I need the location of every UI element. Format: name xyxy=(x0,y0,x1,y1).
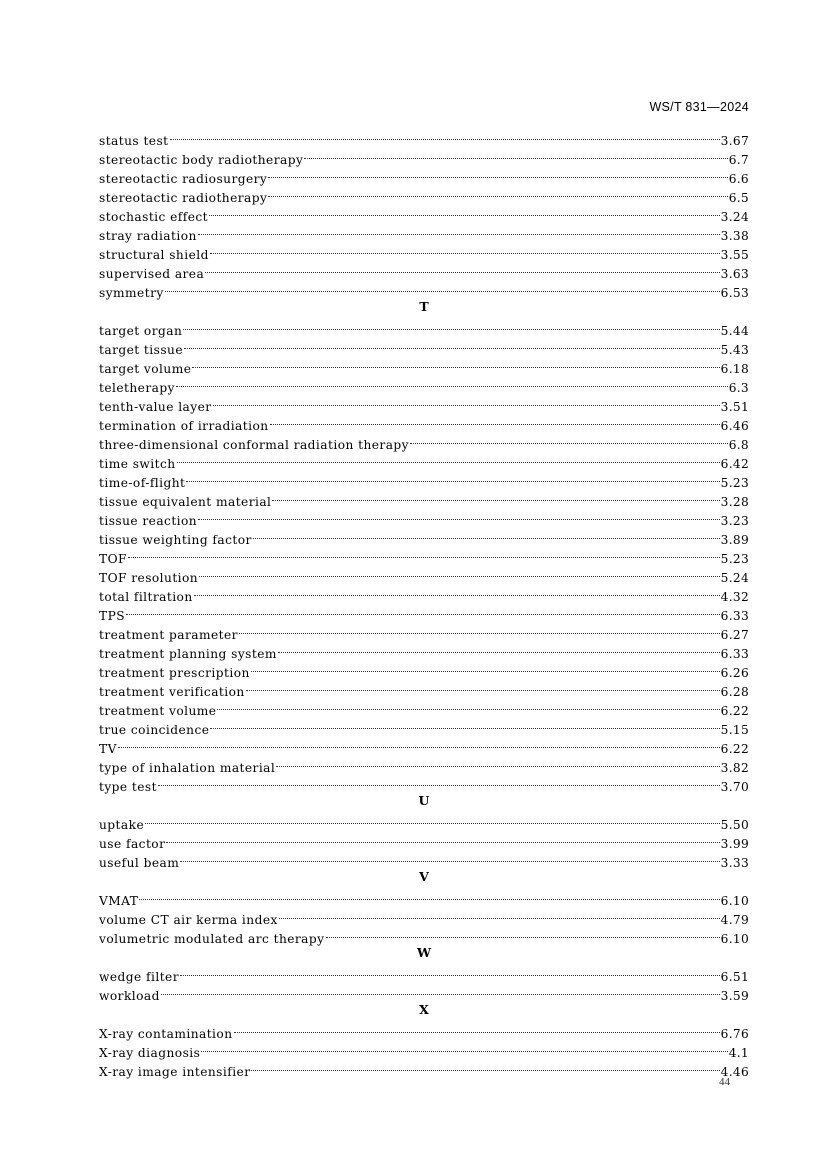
index-clause-ref: 4.79 xyxy=(720,913,749,927)
index-clause-ref: 6.27 xyxy=(720,628,749,642)
dot-leader xyxy=(209,202,720,221)
index-term: stereotactic radiotherapy xyxy=(99,191,268,205)
dot-leader xyxy=(326,924,720,943)
index-term: three-dimensional conformal radiation therapy xyxy=(99,438,409,452)
index-entry xyxy=(99,886,749,908)
dot-leader xyxy=(234,1019,720,1038)
index-clause-ref: 5.23 xyxy=(720,552,749,566)
dot-leader xyxy=(268,183,727,202)
index-clause-ref: 3.59 xyxy=(720,989,749,1003)
dot-leader xyxy=(239,620,720,639)
dot-leader xyxy=(177,449,720,468)
index-entry xyxy=(99,810,749,832)
index-clause-ref: 5.24 xyxy=(720,571,749,585)
index-term: status test xyxy=(99,134,169,148)
index-entry xyxy=(99,620,749,642)
index-term: type of inhalation material xyxy=(99,761,276,775)
index-term: stray radiation xyxy=(99,229,197,243)
index-clause-ref: 5.23 xyxy=(720,476,749,490)
dot-leader xyxy=(184,335,720,354)
index-entry xyxy=(99,601,749,623)
standard-code-header: WS/T 831—2024 xyxy=(649,100,749,114)
page-number: 44 xyxy=(719,1076,730,1088)
index-term: X-ray image intensifier xyxy=(99,1065,251,1079)
index-clause-ref: 5.50 xyxy=(720,818,749,832)
index-entry xyxy=(99,772,749,794)
dot-leader xyxy=(198,506,720,525)
index-clause-ref: 3.70 xyxy=(720,780,749,794)
index-clause-ref: 4.1 xyxy=(728,1046,749,1060)
index-clause-ref: 6.10 xyxy=(720,932,749,946)
index-entry xyxy=(99,126,749,148)
index-term: volume CT air kerma index xyxy=(99,913,278,927)
index-letter-heading: W xyxy=(416,945,432,960)
index-term: total filtration xyxy=(99,590,193,604)
index-term: workload xyxy=(99,989,160,1003)
dot-leader xyxy=(205,259,719,278)
index-term: treatment prescription xyxy=(99,666,250,680)
dot-leader xyxy=(253,525,720,544)
index-term: stereotactic radiosurgery xyxy=(99,172,268,186)
dot-leader xyxy=(176,373,728,392)
index-term: target organ xyxy=(99,324,183,338)
index-clause-ref: 3.51 xyxy=(720,400,749,414)
index-letter-heading: V xyxy=(419,869,429,884)
index-letter-heading: X xyxy=(419,1002,429,1017)
index-clause-ref: 6.53 xyxy=(720,286,749,300)
index-term: VMAT xyxy=(99,894,139,908)
dot-leader xyxy=(213,392,720,411)
index-term: X-ray contamination xyxy=(99,1027,233,1041)
index-term: symmetry xyxy=(99,286,164,300)
index-term: use factor xyxy=(99,837,166,851)
dot-leader xyxy=(304,145,727,164)
index-clause-ref: 6.22 xyxy=(720,742,749,756)
index-entry xyxy=(99,145,749,167)
dot-leader xyxy=(199,563,720,582)
index-entry xyxy=(99,981,749,1003)
index-term: treatment parameter xyxy=(99,628,238,642)
index-term: treatment planning system xyxy=(99,647,277,661)
index-term: time-of-flight xyxy=(99,476,186,490)
index-clause-ref: 6.7 xyxy=(728,153,749,167)
index-entry xyxy=(99,392,749,414)
index-clause-ref: 6.8 xyxy=(728,438,749,452)
index-term: tissue reaction xyxy=(99,514,198,528)
dot-leader xyxy=(166,829,719,848)
index-clause-ref: 6.76 xyxy=(720,1027,749,1041)
index-clause-ref: 4.32 xyxy=(720,590,749,604)
index-clause-ref: 3.55 xyxy=(720,248,749,262)
dot-leader xyxy=(183,316,719,335)
dot-leader xyxy=(126,601,720,620)
index-entry xyxy=(99,829,749,851)
index-term: type test xyxy=(99,780,157,794)
index-entry xyxy=(99,1019,749,1041)
dot-leader xyxy=(165,278,720,297)
dot-leader xyxy=(194,582,720,601)
index-letter-heading: U xyxy=(418,793,430,808)
index-term: wedge filter xyxy=(99,970,179,984)
index-clause-ref: 4.46 xyxy=(720,1065,749,1079)
index-clause-ref: 3.33 xyxy=(720,856,749,870)
dot-leader xyxy=(270,411,720,430)
index-term: volumetric modulated arc therapy xyxy=(99,932,325,946)
index-clause-ref: 6.33 xyxy=(720,609,749,623)
index-term: treatment verification xyxy=(99,685,245,699)
index-clause-ref: 3.23 xyxy=(720,514,749,528)
dot-leader xyxy=(158,772,720,791)
index-term: termination of irradiation xyxy=(99,419,269,433)
index-entry xyxy=(99,848,749,870)
index-entry xyxy=(99,468,749,490)
index-clause-ref: 6.3 xyxy=(728,381,749,395)
index-term: TOF resolution xyxy=(99,571,199,585)
dot-leader xyxy=(170,126,720,145)
english-term-index xyxy=(99,126,749,1079)
index-term: tissue weighting factor xyxy=(99,533,252,547)
index-clause-ref: 6.26 xyxy=(720,666,749,680)
index-entry xyxy=(99,487,749,509)
index-entry xyxy=(99,753,749,775)
index-clause-ref: 3.99 xyxy=(720,837,749,851)
dot-leader xyxy=(251,658,720,677)
index-clause-ref: 6.18 xyxy=(720,362,749,376)
dot-leader xyxy=(210,715,719,734)
index-entry xyxy=(99,582,749,604)
index-term: treatment volume xyxy=(99,704,217,718)
index-term: TPS xyxy=(99,609,126,623)
dot-leader xyxy=(161,981,720,1000)
dot-leader xyxy=(180,848,719,867)
index-entry xyxy=(99,373,749,395)
dot-leader xyxy=(279,905,720,924)
dot-leader xyxy=(268,164,727,183)
index-term: tissue equivalent material xyxy=(99,495,272,509)
index-clause-ref: 6.22 xyxy=(720,704,749,718)
index-term: supervised area xyxy=(99,267,205,281)
dot-leader xyxy=(276,753,719,772)
index-entry xyxy=(99,354,749,376)
index-clause-ref: 6.6 xyxy=(728,172,749,186)
index-clause-ref: 6.5 xyxy=(728,191,749,205)
index-clause-ref: 6.33 xyxy=(720,647,749,661)
index-clause-ref: 3.89 xyxy=(720,533,749,547)
index-clause-ref: 3.63 xyxy=(720,267,749,281)
dot-leader xyxy=(278,639,720,658)
index-term: tenth-value layer xyxy=(99,400,212,414)
index-term: stochastic effect xyxy=(99,210,209,224)
dot-leader xyxy=(192,354,719,373)
index-term: TOF xyxy=(99,552,127,566)
index-clause-ref: 6.46 xyxy=(720,419,749,433)
index-entry xyxy=(99,734,749,756)
index-entry xyxy=(99,544,749,566)
index-entry xyxy=(99,563,749,585)
dot-leader xyxy=(180,962,720,981)
dot-leader xyxy=(410,430,728,449)
index-clause-ref: 3.28 xyxy=(720,495,749,509)
dot-leader xyxy=(145,810,720,829)
dot-leader xyxy=(217,696,719,715)
index-entry xyxy=(99,316,749,338)
dot-leader xyxy=(139,886,719,905)
index-term: time switch xyxy=(99,457,176,471)
dot-leader xyxy=(198,221,720,240)
dot-leader xyxy=(210,240,720,259)
index-term: teletherapy xyxy=(99,381,175,395)
index-letter-heading: T xyxy=(419,299,429,314)
index-clause-ref: 3.67 xyxy=(720,134,749,148)
index-entry xyxy=(99,905,749,927)
index-clause-ref: 6.10 xyxy=(720,894,749,908)
index-clause-ref: 5.15 xyxy=(720,723,749,737)
index-clause-ref: 3.82 xyxy=(720,761,749,775)
index-term: true coincidence xyxy=(99,723,210,737)
index-clause-ref: 5.43 xyxy=(720,343,749,357)
dot-leader xyxy=(272,487,719,506)
index-clause-ref: 6.28 xyxy=(720,685,749,699)
dot-leader xyxy=(186,468,719,487)
index-term: target tissue xyxy=(99,343,183,357)
dot-leader xyxy=(201,1038,727,1057)
index-term: X-ray diagnosis xyxy=(99,1046,201,1060)
dot-leader xyxy=(251,1057,719,1076)
index-clause-ref: 6.42 xyxy=(720,457,749,471)
dot-leader xyxy=(246,677,720,696)
index-term: target volume xyxy=(99,362,192,376)
index-term: uptake xyxy=(99,818,145,832)
index-entry xyxy=(99,449,749,471)
index-term: stereotactic body radiotherapy xyxy=(99,153,304,167)
dot-leader xyxy=(128,544,720,563)
index-clause-ref: 6.51 xyxy=(720,970,749,984)
index-entry xyxy=(99,962,749,984)
index-clause-ref: 3.38 xyxy=(720,229,749,243)
index-term: TV xyxy=(99,742,117,756)
dot-leader xyxy=(118,734,720,753)
index-entry xyxy=(99,335,749,357)
index-clause-ref: 5.44 xyxy=(720,324,749,338)
index-term: structural shield xyxy=(99,248,209,262)
index-clause-ref: 3.24 xyxy=(720,210,749,224)
index-entry xyxy=(99,278,749,300)
index-term: useful beam xyxy=(99,856,180,870)
